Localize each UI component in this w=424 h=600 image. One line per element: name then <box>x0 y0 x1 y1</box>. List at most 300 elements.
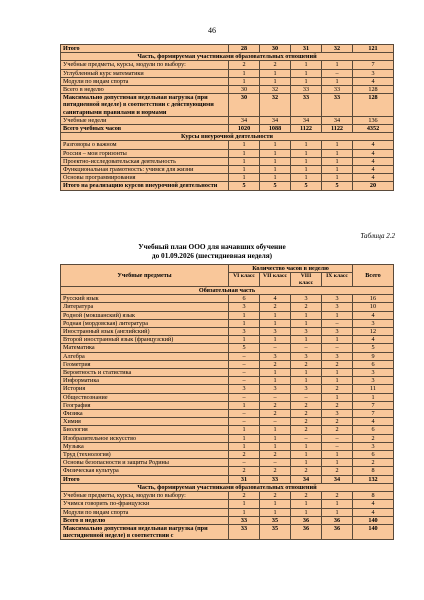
table-row <box>61 69 394 77</box>
table-row <box>61 86 394 94</box>
table-row <box>61 303 394 311</box>
row-value: 3 <box>229 385 260 393</box>
row-value: 1 <box>260 319 291 327</box>
row-value: 1020 <box>229 125 260 133</box>
row-value: 33 <box>260 475 291 483</box>
row-value: 1 <box>260 69 291 77</box>
max-load-row <box>61 94 394 117</box>
row-value: 1 <box>291 459 322 467</box>
row-value: 2 <box>260 492 291 500</box>
title-line-1: Учебный план ООО для начавших обучение <box>138 242 286 251</box>
row-value: – <box>291 344 322 352</box>
row-value: 6 <box>353 360 394 368</box>
row-value: 3 <box>291 385 322 393</box>
row-label: Итого <box>61 475 229 483</box>
row-value: 3 <box>353 319 394 327</box>
row-value: 1 <box>291 500 322 508</box>
row-value: 36 <box>291 524 322 539</box>
row-label: Обществознание <box>61 393 229 401</box>
row-value: 4 <box>353 157 394 165</box>
row-label: Разговоры о важном <box>61 141 229 149</box>
row-value: 1 <box>229 434 260 442</box>
row-value: 30 <box>229 94 260 117</box>
row-value: – <box>229 459 260 467</box>
row-value: 3 <box>353 69 394 77</box>
row-value: 33 <box>322 86 353 94</box>
row-value: 5 <box>353 344 394 352</box>
table-row <box>61 393 394 401</box>
row-value: 3 <box>322 410 353 418</box>
table-row <box>61 295 394 303</box>
row-value: – <box>322 69 353 77</box>
row-value: 128 <box>353 94 394 117</box>
table-row <box>61 352 394 360</box>
row-label: Литература <box>61 303 229 311</box>
row-value: 3 <box>322 295 353 303</box>
row-label: Второй иностранный язык (французский) <box>61 336 229 344</box>
row-value: 2 <box>260 410 291 418</box>
row-value: 1 <box>322 500 353 508</box>
row-value: 4352 <box>353 125 394 133</box>
row-value: 5 <box>260 182 291 190</box>
row-value: 5 <box>322 182 353 190</box>
row-value: 140 <box>353 516 394 524</box>
row-label: Максимально допустимая недельная нагрузка (при шестидневной неделе) в соответствии с <box>61 524 229 539</box>
row-value: 1 <box>322 311 353 319</box>
row-value: 33 <box>291 94 322 117</box>
grade-header: VIII класс <box>291 273 322 287</box>
row-value: 1 <box>229 174 260 182</box>
row-value: 1 <box>291 61 322 69</box>
row-value: 1 <box>322 149 353 157</box>
table-row <box>61 141 394 149</box>
row-value: 1 <box>291 69 322 77</box>
weeks-row <box>61 116 394 124</box>
row-value: 2 <box>322 401 353 409</box>
row-label: Математика <box>61 344 229 352</box>
row-value: 3 <box>322 352 353 360</box>
row-label: Химия <box>61 418 229 426</box>
row-value: 1 <box>260 434 291 442</box>
row-label: Итого на реализацию курсов внеурочной деятельности <box>61 182 229 190</box>
row-value: 2 <box>291 410 322 418</box>
row-value: 34 <box>260 116 291 124</box>
row-value: 1 <box>229 157 260 165</box>
row-value: 140 <box>353 524 394 539</box>
section-formed-title: Часть, формируемая участниками образовательных отношений <box>61 53 394 61</box>
row-value: 1 <box>260 336 291 344</box>
row-value: 5 <box>229 182 260 190</box>
row-value: 1 <box>229 500 260 508</box>
row-value: 2 <box>322 385 353 393</box>
grade-header: IX класс <box>322 273 353 287</box>
row-label: Иностранный язык (английский) <box>61 328 229 336</box>
row-value: 1 <box>229 401 260 409</box>
row-value: 4 <box>353 174 394 182</box>
row-value: 3 <box>260 328 291 336</box>
row-value: – <box>322 434 353 442</box>
table-row <box>61 149 394 157</box>
row-value: 1 <box>291 174 322 182</box>
section-formed <box>61 483 394 491</box>
row-value: 30 <box>260 45 291 53</box>
row-value: 1 <box>291 141 322 149</box>
row-value: 31 <box>291 45 322 53</box>
row-value: – <box>291 393 322 401</box>
row-value: 4 <box>260 295 291 303</box>
row-value: 2 <box>260 360 291 368</box>
row-value: 4 <box>353 418 394 426</box>
row-value: 1 <box>229 77 260 85</box>
row-value: 32 <box>260 86 291 94</box>
row-value: 3 <box>260 385 291 393</box>
row-label: Родная (мордовская) литература <box>61 319 229 327</box>
row-value: 3 <box>260 352 291 360</box>
row-value: 1 <box>322 336 353 344</box>
row-value: 2 <box>291 418 322 426</box>
table-continued <box>60 44 394 191</box>
row-value: 1 <box>291 157 322 165</box>
row-value: 2 <box>322 467 353 475</box>
row-value: – <box>229 377 260 385</box>
row-value: 3 <box>291 352 322 360</box>
row-value: 34 <box>322 475 353 483</box>
row-value: 1 <box>291 377 322 385</box>
row-value: 1 <box>260 149 291 157</box>
row-value: 1122 <box>291 125 322 133</box>
max-load-row <box>61 524 394 539</box>
row-value: 1 <box>291 508 322 516</box>
row-value: 33 <box>229 524 260 539</box>
row-value: 2 <box>322 492 353 500</box>
row-label: Итого <box>61 45 229 53</box>
row-value: 1 <box>260 508 291 516</box>
row-value: 6 <box>229 295 260 303</box>
row-value: 4 <box>353 311 394 319</box>
row-value: 2 <box>291 401 322 409</box>
row-value: 2 <box>291 303 322 311</box>
row-value: 1 <box>229 426 260 434</box>
row-value: – <box>322 319 353 327</box>
row-value: 11 <box>353 385 394 393</box>
row-value: 1 <box>260 426 291 434</box>
row-label: Максимально допустимая недельная нагрузка (при пятидневной неделе) в соответствии с действующими санитарными правилами и нормами <box>61 94 229 117</box>
row-value: 2 <box>291 492 322 500</box>
row-value: 20 <box>353 182 394 190</box>
row-value: 4 <box>353 336 394 344</box>
row-label: Проектно-исследовательская деятельность <box>61 157 229 165</box>
row-value: 1 <box>322 451 353 459</box>
row-value: 4 <box>353 500 394 508</box>
row-value: 2 <box>260 451 291 459</box>
row-value: 1 <box>291 77 322 85</box>
row-value: 3 <box>322 328 353 336</box>
row-value: – <box>229 360 260 368</box>
row-value: 6 <box>353 426 394 434</box>
row-value: 1 <box>322 377 353 385</box>
table-row <box>61 442 394 450</box>
table-row <box>61 328 394 336</box>
row-label: Учебные предметы, курсы, модули по выбору: <box>61 61 229 69</box>
row-value: 3 <box>291 328 322 336</box>
grade-header: VI класс <box>229 273 260 287</box>
row-value: 10 <box>353 303 394 311</box>
row-label: Учимся говорить по-французски <box>61 500 229 508</box>
row-value: 4 <box>353 166 394 174</box>
row-value: 1 <box>229 149 260 157</box>
table-row <box>61 492 394 500</box>
row-label: Русский язык <box>61 295 229 303</box>
row-value: 1 <box>229 336 260 344</box>
row-value: – <box>260 418 291 426</box>
row-value: 28 <box>229 45 260 53</box>
row-value: 34 <box>291 116 322 124</box>
row-value: 2 <box>229 451 260 459</box>
grade-header: VII класс <box>260 273 291 287</box>
row-value: 136 <box>353 116 394 124</box>
row-value: 4 <box>353 141 394 149</box>
row-label: Основы безопасности и защиты Родины <box>61 459 229 467</box>
row-value: 1 <box>229 166 260 174</box>
row-value: 1 <box>322 459 353 467</box>
row-value: 1122 <box>322 125 353 133</box>
row-value: 1 <box>260 377 291 385</box>
row-value: 33 <box>322 94 353 117</box>
row-value: – <box>291 434 322 442</box>
row-value: – <box>322 344 353 352</box>
row-value: 32 <box>260 94 291 117</box>
header-hours: Количество часов в неделю <box>229 265 353 273</box>
row-value: 2 <box>260 61 291 69</box>
row-value: 2 <box>229 492 260 500</box>
row-value: 35 <box>260 524 291 539</box>
row-label: Музыка <box>61 442 229 450</box>
total-hours-row <box>61 125 394 133</box>
row-value: – <box>260 393 291 401</box>
table-row <box>61 410 394 418</box>
header-subjects: Учебные предметы <box>61 265 229 287</box>
row-value: 7 <box>353 401 394 409</box>
header-total: Всего <box>353 265 394 287</box>
row-value: 1 <box>322 369 353 377</box>
row-label: Россия – мои горизонты <box>61 149 229 157</box>
row-value: 1 <box>260 157 291 165</box>
row-value: 4 <box>353 508 394 516</box>
row-value: 1 <box>322 61 353 69</box>
row-value: 1 <box>260 77 291 85</box>
row-label: Биология <box>61 426 229 434</box>
row-value: 1 <box>260 311 291 319</box>
row-label: Углубленный курс математики <box>61 69 229 77</box>
row-value: 1 <box>229 311 260 319</box>
row-value: 2 <box>260 401 291 409</box>
table-row <box>61 77 394 85</box>
row-value: 2 <box>322 418 353 426</box>
row-label: Физическая культура <box>61 467 229 475</box>
row-value: – <box>322 442 353 450</box>
row-value: 6 <box>353 451 394 459</box>
row-value: 2 <box>353 459 394 467</box>
table-row <box>61 336 394 344</box>
row-value: 36 <box>322 516 353 524</box>
section-required <box>61 287 394 295</box>
row-value: 5 <box>291 182 322 190</box>
row-value: 2 <box>291 360 322 368</box>
row-value: 1 <box>229 69 260 77</box>
table-row <box>61 434 394 442</box>
table-row <box>61 500 394 508</box>
total-row <box>61 45 394 53</box>
row-value: 1 <box>322 508 353 516</box>
table-row <box>61 174 394 182</box>
row-label: История <box>61 385 229 393</box>
row-label: Модули по видам спорта <box>61 77 229 85</box>
row-value: 1 <box>353 393 394 401</box>
extra-total-row <box>61 182 394 190</box>
row-value: – <box>229 352 260 360</box>
table-row <box>61 369 394 377</box>
study-plan-table <box>60 264 394 540</box>
row-label: Алгебра <box>61 352 229 360</box>
row-label: Основы программирования <box>61 174 229 182</box>
table-row <box>61 61 394 69</box>
row-value: 34 <box>229 116 260 124</box>
table-row <box>61 508 394 516</box>
row-value: 1 <box>260 141 291 149</box>
row-value: 1 <box>260 442 291 450</box>
table-row <box>61 166 394 174</box>
section-formed <box>61 53 394 61</box>
row-value: 1 <box>229 141 260 149</box>
row-value: 33 <box>291 86 322 94</box>
section-extracurricular <box>61 133 394 141</box>
row-value: 1 <box>322 393 353 401</box>
row-value: 34 <box>291 475 322 483</box>
table-row <box>61 459 394 467</box>
row-value: 2 <box>260 467 291 475</box>
row-value: 2 <box>229 61 260 69</box>
total-row <box>61 475 394 483</box>
row-value: 3 <box>353 442 394 450</box>
title-line-2: до 01.09.2026 (шестидневная неделя) <box>151 251 273 260</box>
row-value: 16 <box>353 295 394 303</box>
row-value: – <box>229 410 260 418</box>
row-value: 1 <box>291 451 322 459</box>
row-value: 3 <box>353 377 394 385</box>
table-row <box>61 426 394 434</box>
row-value: 3 <box>322 303 353 311</box>
row-value: 1 <box>291 319 322 327</box>
row-label: Модули по видам спорта <box>61 508 229 516</box>
table-row <box>61 451 394 459</box>
table-row <box>61 377 394 385</box>
row-value: 2 <box>291 426 322 434</box>
row-value: 35 <box>260 516 291 524</box>
row-value: – <box>229 418 260 426</box>
row-value: 2 <box>291 467 322 475</box>
row-value: 36 <box>291 516 322 524</box>
row-label: География <box>61 401 229 409</box>
row-value: 7 <box>353 410 394 418</box>
row-label: Труд (технология) <box>61 451 229 459</box>
row-value: 32 <box>322 45 353 53</box>
row-value: 12 <box>353 328 394 336</box>
row-value: 128 <box>353 86 394 94</box>
row-value: 2 <box>229 467 260 475</box>
row-value: 8 <box>353 467 394 475</box>
row-value: 9 <box>353 352 394 360</box>
row-label: Изобразительное искусство <box>61 434 229 442</box>
table-row <box>61 360 394 368</box>
row-value: – <box>260 344 291 352</box>
row-value: 1 <box>322 77 353 85</box>
row-value: 1 <box>291 369 322 377</box>
row-label: Всего в неделю <box>61 516 229 524</box>
row-value: 1 <box>260 369 291 377</box>
row-label: Всего учебных часов <box>61 125 229 133</box>
table-row <box>61 157 394 165</box>
table-row <box>61 311 394 319</box>
table-label: Таблица 2.2 <box>360 232 395 240</box>
row-value: 2 <box>322 426 353 434</box>
section-required-title: Обязательная часть <box>61 287 394 295</box>
table-row <box>61 467 394 475</box>
row-value: 1 <box>260 174 291 182</box>
row-value: 36 <box>322 524 353 539</box>
row-value: 121 <box>353 45 394 53</box>
row-value: – <box>260 459 291 467</box>
row-value: 4 <box>353 149 394 157</box>
row-value: 1 <box>260 500 291 508</box>
row-value: 1 <box>322 141 353 149</box>
section-extracurricular-title: Курсы внеурочной деятельности <box>61 133 394 141</box>
row-value: 31 <box>229 475 260 483</box>
row-value: 5 <box>229 344 260 352</box>
row-value: 1 <box>229 442 260 450</box>
row-value: 1088 <box>260 125 291 133</box>
row-value: 1 <box>291 311 322 319</box>
page-number: 46 <box>208 26 216 35</box>
table-row <box>61 418 394 426</box>
row-value: 1 <box>229 508 260 516</box>
row-value: 3 <box>353 369 394 377</box>
row-value: 1 <box>322 174 353 182</box>
row-label: Информатика <box>61 377 229 385</box>
row-value: 2 <box>322 360 353 368</box>
row-value: 33 <box>229 516 260 524</box>
table-title <box>0 242 424 260</box>
row-value: 4 <box>353 77 394 85</box>
row-label: Вероятность и статистика <box>61 369 229 377</box>
row-label: Учебные недели <box>61 116 229 124</box>
row-value: 1 <box>260 166 291 174</box>
row-label: Физика <box>61 410 229 418</box>
row-value: 7 <box>353 61 394 69</box>
row-label: Родной (мокшанский) язык <box>61 311 229 319</box>
row-value: 1 <box>291 336 322 344</box>
row-value: 34 <box>322 116 353 124</box>
row-value: 1 <box>322 157 353 165</box>
row-value: 1 <box>229 319 260 327</box>
row-value: 2 <box>353 434 394 442</box>
row-value: 1 <box>291 149 322 157</box>
row-value: 3 <box>229 328 260 336</box>
row-label: Всего в неделю <box>61 86 229 94</box>
table-row <box>61 319 394 327</box>
row-label: Учебные предметы, курсы, модули по выбору: <box>61 492 229 500</box>
row-label: Функциональная грамотность: учимся для жизни <box>61 166 229 174</box>
row-value: 1 <box>322 166 353 174</box>
